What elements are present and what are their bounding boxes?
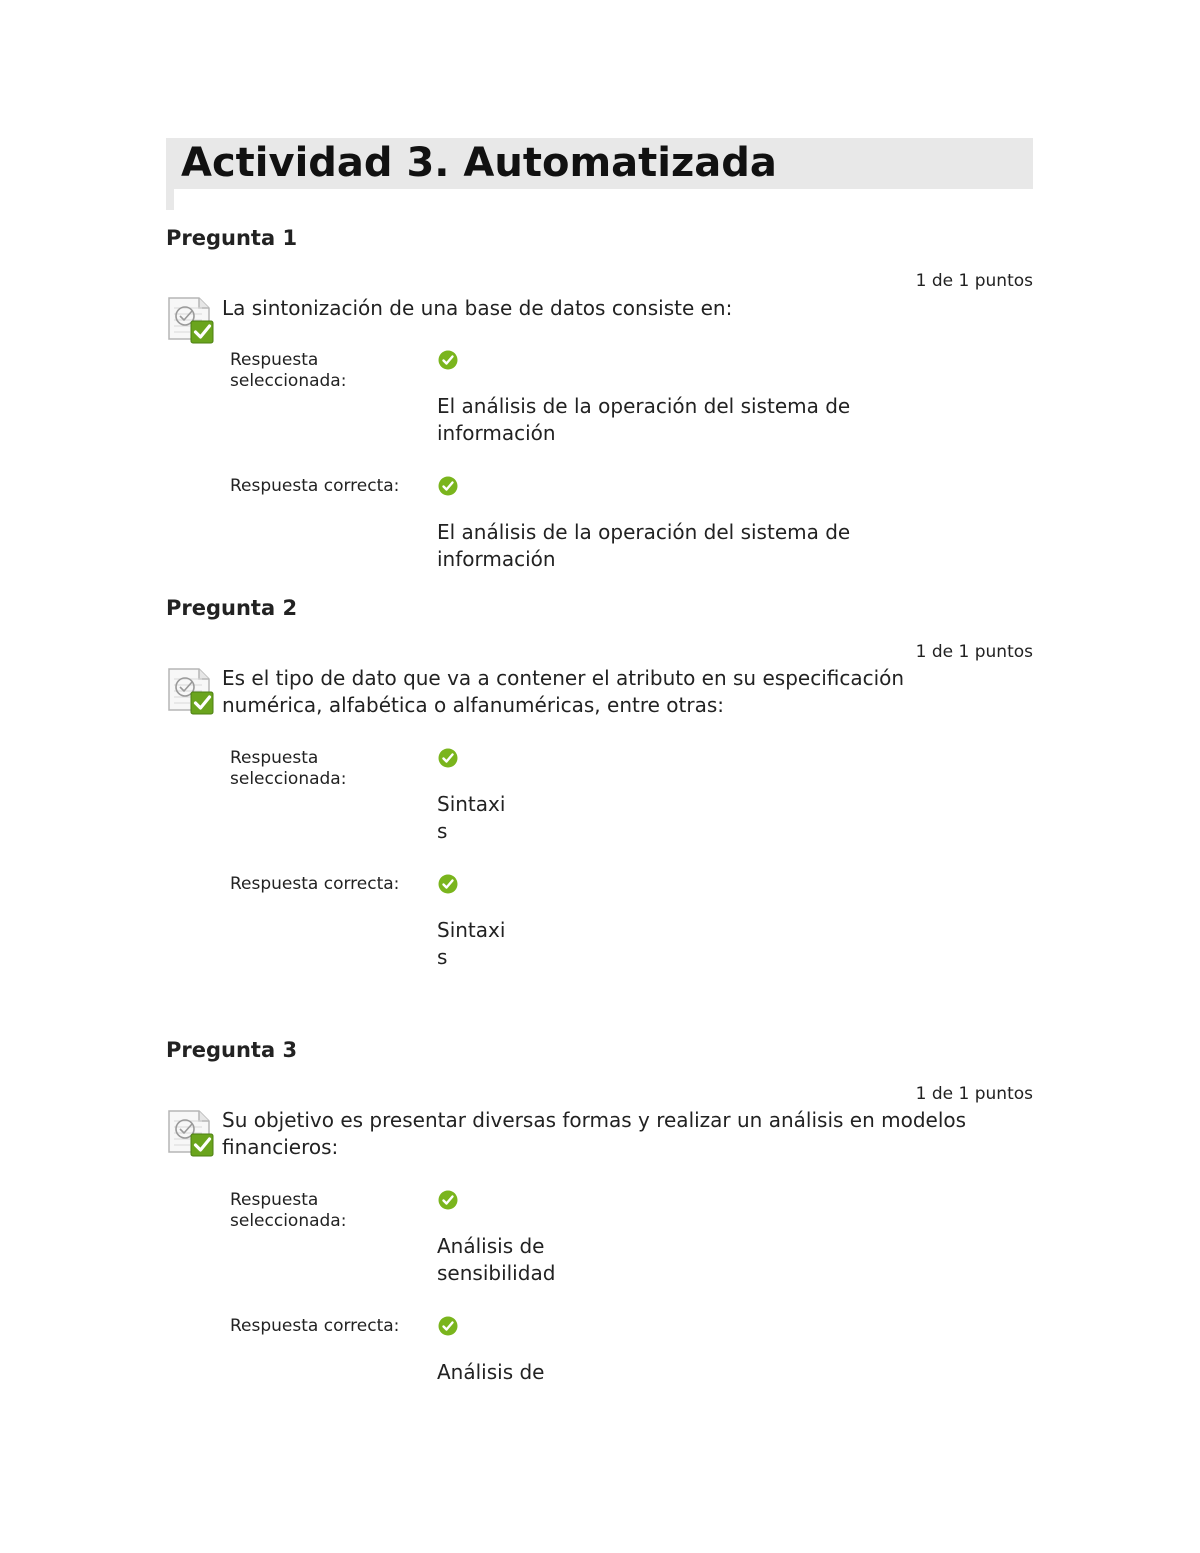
question-text: Es el tipo de dato que va a contener el atributo en su especificación numérica, alfabética o alfanuméricas, entre otras: <box>222 666 905 717</box>
correct-check-icon <box>438 874 458 894</box>
selected-answer-text: Sintaxis <box>437 792 506 843</box>
correct-answer-text: Análisis de <box>437 1360 545 1384</box>
correct-answer-label: Respuesta correcta: <box>230 476 400 496</box>
selected-answer-label: Respuesta seleccionada: <box>230 748 347 789</box>
selected-answer-label: Respuesta seleccionada: <box>230 350 347 391</box>
question-points: 1 de 1 puntos <box>915 642 1033 662</box>
graded-correct-icon <box>166 665 216 715</box>
correct-check-icon <box>438 1316 458 1336</box>
question-text: La sintonización de una base de datos consiste en: <box>222 296 733 320</box>
correct-answer-text: Sintaxis <box>437 918 506 969</box>
correct-answer-text: El análisis de la operación del sistema de información <box>437 520 851 571</box>
question-points: 1 de 1 puntos <box>915 1084 1033 1104</box>
selected-answer-text: El análisis de la operación del sistema de información <box>437 394 851 445</box>
correct-check-icon <box>438 1190 458 1210</box>
correct-answer-label: Respuesta correcta: <box>230 874 400 894</box>
graded-correct-icon <box>166 1107 216 1157</box>
correct-answer-label: Respuesta correcta: <box>230 1316 400 1336</box>
correct-check-icon <box>438 350 458 370</box>
selected-answer-label: Respuesta seleccionada: <box>230 1190 347 1231</box>
selected-answer-text: Análisis de sensibilidad <box>437 1234 556 1285</box>
question-heading: Pregunta 1 <box>166 226 298 250</box>
question-heading: Pregunta 2 <box>166 596 298 620</box>
question-heading: Pregunta 3 <box>166 1038 298 1062</box>
correct-check-icon <box>438 748 458 768</box>
question-text: Su objetivo es presentar diversas formas y realizar un análisis en modelos financieros: <box>222 1108 967 1159</box>
question-points: 1 de 1 puntos <box>915 271 1033 291</box>
page-title: Actividad 3. Automatizada <box>181 140 777 186</box>
graded-correct-icon <box>166 294 216 344</box>
title-bar-stub <box>166 189 174 210</box>
correct-check-icon <box>438 476 458 496</box>
